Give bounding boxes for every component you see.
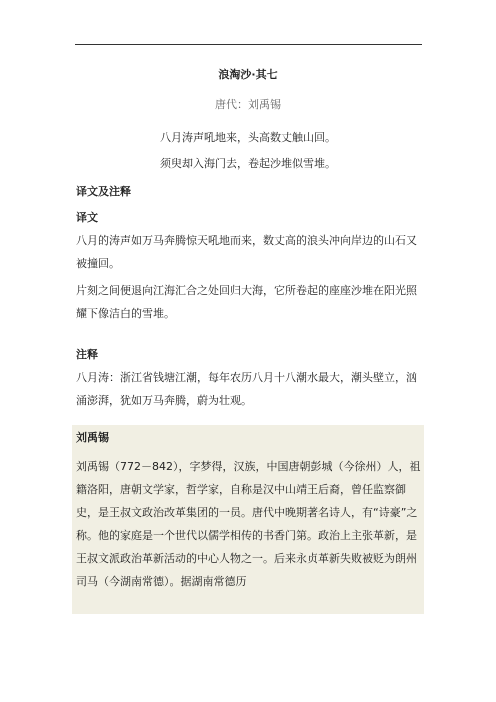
poem-line: 八月涛声吼地来，头高数丈触山回。 [160,131,336,144]
translation-paragraph: 片刻之间便退向江海汇合之处回归大海，它所卷起的座座沙堆在阳光照耀下像洁白的雪堆。 [76,284,417,320]
bio-author-name: 刘禹锡 [76,431,109,444]
subheading-notes: 注释 [76,348,98,361]
section-heading-translation-notes: 译文及注释 [76,185,131,198]
poem-author: 唐代：刘禹锡 [215,98,281,111]
bio-text: 刘禹锡（772－842），字梦得，汉族，中国唐朝彭城（今徐州）人，祖籍洛阳，唐朝文学家，哲学家，自称是汉中山靖王后裔，曾任监察御史，是王叔文政治改革集团的一员。唐代中晚期著名诗人，有“诗豪”之称。他的家庭是一个世代以儒学相传的书香门第。政治上主张革新，是王叔文派政治革新活动的中心人物之一。后来永贞革新失败被贬为朗州司马（今湖南常德）。据湖南常德历 [76,460,421,588]
notes-paragraph: 八月涛：浙江省钱塘江潮，每年农历八月十八潮水最大，潮头壁立，汹涌澎湃，犹如万马奔腾，蔚为壮观。 [76,371,417,407]
poem-line: 须臾却入海门去，卷起沙堆似雪堆。 [160,157,336,170]
subheading-translation: 译文 [76,211,98,224]
author-bio-box [72,425,424,614]
translation-paragraph: 八月的涛声如万马奔腾惊天吼地而来，数丈高的浪头冲向岸边的山石又被撞回。 [76,234,417,270]
header-rule [75,44,422,45]
poem-title: 浪淘沙·其七 [218,68,278,81]
